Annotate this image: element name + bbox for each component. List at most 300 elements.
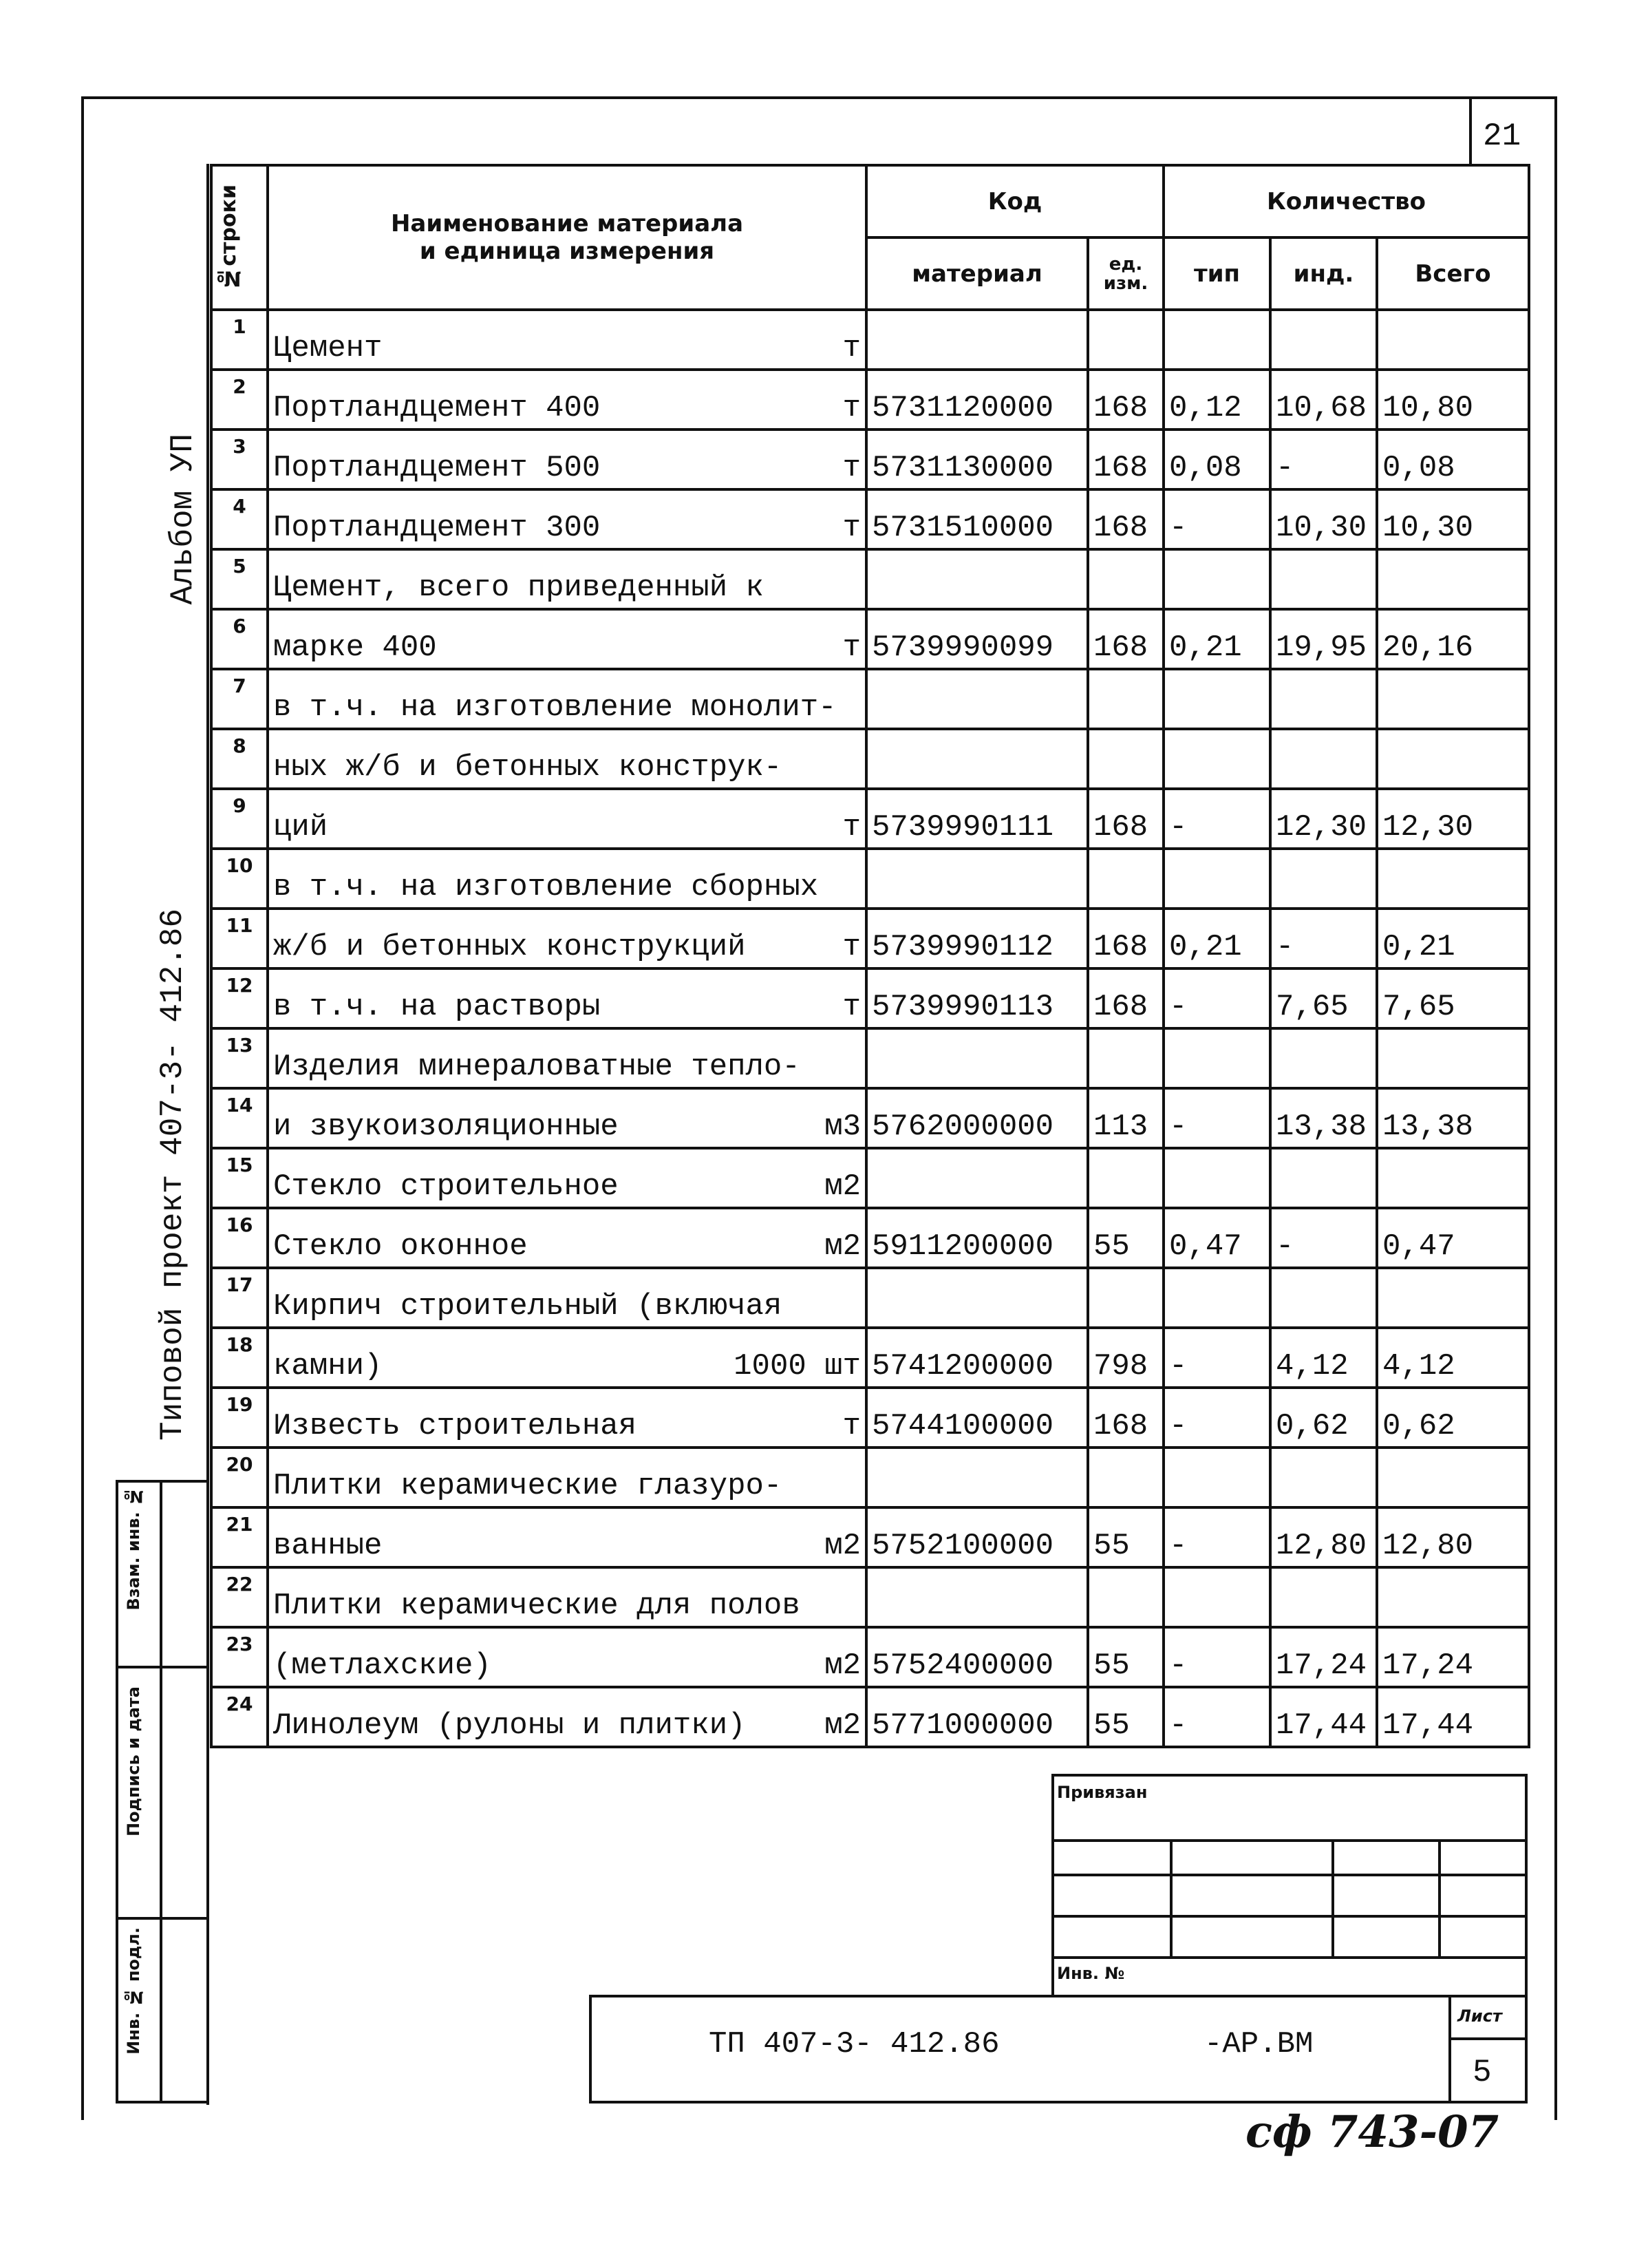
tb-h2 xyxy=(1051,1874,1528,1876)
material-name-wrap xyxy=(273,331,861,365)
qty-total: 13,38 xyxy=(1377,1088,1529,1148)
material-unit: т xyxy=(842,511,861,545)
row-number: 13 xyxy=(211,1028,268,1088)
material-name-wrap xyxy=(273,1110,861,1144)
qty-typ xyxy=(1164,1148,1270,1208)
material-name-wrap xyxy=(273,990,861,1024)
table-row xyxy=(211,1028,1529,1088)
unit-code: 168 xyxy=(1088,489,1164,549)
frame-left xyxy=(81,96,84,2120)
qty-ind: 10,30 xyxy=(1270,489,1377,549)
material-unit: т xyxy=(842,451,861,485)
material-name-cell xyxy=(268,849,866,909)
material-name-cell xyxy=(268,370,866,430)
material-name-wrap xyxy=(273,1469,861,1503)
row-number: 6 xyxy=(211,609,268,669)
qty-ind: 19,95 xyxy=(1270,609,1377,669)
unit-code: 55 xyxy=(1088,1627,1164,1687)
stamp-bottom xyxy=(116,2101,209,2103)
material-code xyxy=(866,669,1088,729)
stamp-left xyxy=(116,1480,118,2103)
doc-suffix: -АР.ВМ xyxy=(1204,2027,1314,2062)
qty-total xyxy=(1377,729,1529,789)
qty-total: 0,62 xyxy=(1377,1388,1529,1448)
header-total: Всего xyxy=(1377,237,1529,310)
material-name-cell xyxy=(268,609,866,669)
material-unit: т xyxy=(842,391,861,425)
qty-typ xyxy=(1164,1268,1270,1328)
unit-code: 168 xyxy=(1088,609,1164,669)
unit-code xyxy=(1088,849,1164,909)
table-row xyxy=(211,1627,1529,1687)
materials-table xyxy=(210,164,1530,1748)
qty-ind xyxy=(1270,1028,1377,1088)
material-name-wrap xyxy=(273,810,861,845)
material-unit: т xyxy=(842,630,861,665)
qty-ind xyxy=(1270,1268,1377,1328)
material-name: Линолеум (рулоны и плитки) xyxy=(273,1708,746,1743)
qty-typ xyxy=(1164,1028,1270,1088)
row-number: 11 xyxy=(211,909,268,968)
sheet-divider-h xyxy=(1448,2037,1528,2040)
qty-ind: 17,24 xyxy=(1270,1627,1377,1687)
material-name-cell xyxy=(268,430,866,489)
material-unit: м2 xyxy=(824,1169,861,1204)
material-code xyxy=(866,1268,1088,1328)
qty-typ: - xyxy=(1164,1388,1270,1448)
tb-h3 xyxy=(1051,1915,1528,1918)
unit-code: 55 xyxy=(1088,1208,1164,1268)
sheet-number: 5 xyxy=(1473,2055,1492,2090)
table-row xyxy=(211,1088,1529,1148)
unit-code: 168 xyxy=(1088,1388,1164,1448)
table-row xyxy=(211,1388,1529,1448)
table-row xyxy=(211,968,1529,1028)
header-name-line2: и единица измерения xyxy=(419,237,715,265)
qty-typ xyxy=(1164,310,1270,370)
table-row xyxy=(211,370,1529,430)
material-name-cell xyxy=(268,1148,866,1208)
privyazan-label: Привязан xyxy=(1057,1783,1148,1802)
qty-ind: 12,30 xyxy=(1270,789,1377,849)
material-name-wrap xyxy=(273,511,861,545)
unit-code: 113 xyxy=(1088,1088,1164,1148)
qty-typ xyxy=(1164,849,1270,909)
unit-code: 168 xyxy=(1088,370,1164,430)
header-row-no xyxy=(211,165,268,310)
unit-code xyxy=(1088,1148,1164,1208)
header-code: Код xyxy=(866,165,1164,237)
material-name-wrap xyxy=(273,1289,861,1324)
qty-total: 4,12 xyxy=(1377,1328,1529,1388)
qty-typ: - xyxy=(1164,1328,1270,1388)
material-name: Цемент xyxy=(273,331,383,365)
qty-total xyxy=(1377,669,1529,729)
material-name-cell xyxy=(268,1268,866,1328)
row-number: 17 xyxy=(211,1268,268,1328)
qty-ind: 13,38 xyxy=(1270,1088,1377,1148)
album-label: Альбом УП xyxy=(165,434,201,605)
row-number: 14 xyxy=(211,1088,268,1148)
unit-code: 55 xyxy=(1088,1507,1164,1567)
unit-code: 55 xyxy=(1088,1687,1164,1747)
qty-ind: 10,68 xyxy=(1270,370,1377,430)
tb-h4 xyxy=(1051,1956,1528,1959)
table-row xyxy=(211,1567,1529,1627)
material-code: 5744100000 xyxy=(866,1388,1088,1448)
material-unit: т xyxy=(842,1409,861,1443)
material-name-cell xyxy=(268,1448,866,1507)
material-name: Изделия минераловатные тепло- xyxy=(273,1050,800,1084)
tb-h1 xyxy=(1051,1839,1528,1842)
qty-total xyxy=(1377,1028,1529,1088)
stamp-div2 xyxy=(116,1917,209,1920)
material-unit: м3 xyxy=(824,1110,861,1144)
qty-total: 10,80 xyxy=(1377,370,1529,430)
material-name-wrap xyxy=(273,1589,861,1623)
material-name-cell xyxy=(268,789,866,849)
material-code xyxy=(866,849,1088,909)
material-name-wrap xyxy=(273,1708,861,1743)
header-unit: ед. изм. xyxy=(1088,237,1164,310)
material-name: Стекло строительное xyxy=(273,1169,619,1204)
row-number: 20 xyxy=(211,1448,268,1507)
header-name-line1: Наименование материала xyxy=(390,210,744,237)
stamp-vzam: Взам. инв. № xyxy=(124,1487,143,1611)
material-name-wrap xyxy=(273,1349,861,1384)
material-name: марке 400 xyxy=(273,630,437,665)
qty-total: 0,47 xyxy=(1377,1208,1529,1268)
qty-total xyxy=(1377,1567,1529,1627)
material-code xyxy=(866,1148,1088,1208)
qty-typ xyxy=(1164,729,1270,789)
material-code: 5739990099 xyxy=(866,609,1088,669)
table-row xyxy=(211,909,1529,968)
material-name-wrap xyxy=(273,451,861,485)
material-unit: т xyxy=(842,990,861,1024)
material-name: Цемент, всего приведенный к xyxy=(273,571,764,605)
row-number: 4 xyxy=(211,489,268,549)
table-row xyxy=(211,609,1529,669)
material-name: Известь строительная xyxy=(273,1409,637,1443)
qty-typ: - xyxy=(1164,489,1270,549)
qty-total xyxy=(1377,1448,1529,1507)
qty-total xyxy=(1377,849,1529,909)
material-unit: т xyxy=(842,810,861,845)
qty-ind xyxy=(1270,669,1377,729)
stamp-inv-podl: Инв. № подл. xyxy=(124,1927,143,2055)
material-unit: т xyxy=(842,930,861,964)
material-unit: м2 xyxy=(824,1649,861,1683)
material-code: 5741200000 xyxy=(866,1328,1088,1388)
material-name-cell xyxy=(268,489,866,549)
material-code: 5739990113 xyxy=(866,968,1088,1028)
row-number: 7 xyxy=(211,669,268,729)
qty-total: 12,80 xyxy=(1377,1507,1529,1567)
qty-total xyxy=(1377,310,1529,370)
material-name: ванные xyxy=(273,1529,383,1563)
material-name-wrap xyxy=(273,690,861,725)
material-name: в т.ч. на изготовление сборных xyxy=(273,870,819,904)
stamp-div1 xyxy=(116,1666,209,1668)
handwritten-note: сф 743-07 xyxy=(1245,2106,1499,2158)
project-label: Типовой проект 407-3- 412.86 xyxy=(155,909,191,1441)
row-number: 19 xyxy=(211,1388,268,1448)
qty-ind xyxy=(1270,549,1377,609)
material-unit: 1000 шт xyxy=(734,1349,861,1384)
tb-v2 xyxy=(1331,1839,1334,1959)
material-code: 5752400000 xyxy=(866,1627,1088,1687)
unit-code xyxy=(1088,669,1164,729)
material-unit: т xyxy=(842,331,861,365)
material-name-cell xyxy=(268,968,866,1028)
material-code: 5731130000 xyxy=(866,430,1088,489)
inv-no-label: Инв. № xyxy=(1057,1964,1125,1983)
material-name-cell xyxy=(268,1328,866,1388)
table-row xyxy=(211,1148,1529,1208)
qty-typ: - xyxy=(1164,1507,1270,1567)
sheet-label: Лист xyxy=(1457,2006,1502,2026)
material-name-cell xyxy=(268,1507,866,1567)
material-name: камни) xyxy=(273,1349,383,1384)
material-name: в т.ч. на растворы xyxy=(273,990,601,1024)
material-name-cell xyxy=(268,1088,866,1148)
material-code xyxy=(866,729,1088,789)
table-row xyxy=(211,1268,1529,1328)
table-row xyxy=(211,549,1529,609)
row-number: 21 xyxy=(211,1507,268,1567)
material-name-cell xyxy=(268,1567,866,1627)
qty-ind: 12,80 xyxy=(1270,1507,1377,1567)
material-code: 5739990111 xyxy=(866,789,1088,849)
qty-total: 0,08 xyxy=(1377,430,1529,489)
material-name: в т.ч. на изготовление монолит- xyxy=(273,690,837,725)
qty-typ: - xyxy=(1164,1627,1270,1687)
row-number: 23 xyxy=(211,1627,268,1687)
material-code xyxy=(866,310,1088,370)
material-name-wrap xyxy=(273,750,861,785)
material-code: 5762000000 xyxy=(866,1088,1088,1148)
material-name-cell xyxy=(268,1208,866,1268)
material-name: Портландцемент 400 xyxy=(273,391,601,425)
header-ind: инд. xyxy=(1270,237,1377,310)
row-number: 16 xyxy=(211,1208,268,1268)
tb-v1 xyxy=(1170,1839,1173,1959)
qty-total xyxy=(1377,1268,1529,1328)
qty-typ: 0,21 xyxy=(1164,609,1270,669)
qty-typ xyxy=(1164,669,1270,729)
unit-code xyxy=(1088,1268,1164,1328)
material-name-wrap xyxy=(273,391,861,425)
material-unit: м2 xyxy=(824,1229,861,1264)
qty-ind xyxy=(1270,1148,1377,1208)
unit-code xyxy=(1088,729,1164,789)
material-unit: м2 xyxy=(824,1708,861,1743)
material-name: (метлахские) xyxy=(273,1649,491,1683)
material-code: 5731120000 xyxy=(866,370,1088,430)
table-row xyxy=(211,729,1529,789)
material-name-wrap xyxy=(273,1649,861,1683)
material-unit: м2 xyxy=(824,1529,861,1563)
unit-code xyxy=(1088,1567,1164,1627)
material-name: ных ж/б и бетонных конструк- xyxy=(273,750,782,785)
material-name-wrap xyxy=(273,630,861,665)
material-name: Стекло оконное xyxy=(273,1229,528,1264)
material-name-cell xyxy=(268,669,866,729)
qty-ind: 17,44 xyxy=(1270,1687,1377,1747)
row-number: 2 xyxy=(211,370,268,430)
header-typ: тип xyxy=(1164,237,1270,310)
material-name: Портландцемент 300 xyxy=(273,511,601,545)
qty-total: 20,16 xyxy=(1377,609,1529,669)
unit-code: 168 xyxy=(1088,430,1164,489)
material-name: Плитки керамические глазуро- xyxy=(273,1469,782,1503)
material-name-wrap xyxy=(273,1050,861,1084)
qty-total: 17,24 xyxy=(1377,1627,1529,1687)
table-row xyxy=(211,1208,1529,1268)
row-number: 24 xyxy=(211,1687,268,1747)
row-number: 8 xyxy=(211,729,268,789)
sheet-divider-v xyxy=(1448,1995,1451,2103)
qty-total: 17,44 xyxy=(1377,1687,1529,1747)
material-name-cell xyxy=(268,310,866,370)
material-name-wrap xyxy=(273,1409,861,1443)
material-name-wrap xyxy=(273,1529,861,1563)
qty-total xyxy=(1377,549,1529,609)
material-code: 5752100000 xyxy=(866,1507,1088,1567)
table-row xyxy=(211,1687,1529,1747)
qty-ind: 0,62 xyxy=(1270,1388,1377,1448)
stamp-podpis: Подпись и дата xyxy=(124,1686,143,1836)
qty-typ: 0,47 xyxy=(1164,1208,1270,1268)
unit-code xyxy=(1088,1448,1164,1507)
material-code xyxy=(866,1567,1088,1627)
page-number: 21 xyxy=(1483,118,1521,154)
material-name: Портландцемент 500 xyxy=(273,451,601,485)
qty-typ: - xyxy=(1164,789,1270,849)
qty-typ xyxy=(1164,549,1270,609)
unit-code xyxy=(1088,1028,1164,1088)
unit-code: 798 xyxy=(1088,1328,1164,1388)
qty-ind: - xyxy=(1270,1208,1377,1268)
material-name: ций xyxy=(273,810,328,845)
table-row xyxy=(211,1507,1529,1567)
qty-ind xyxy=(1270,1567,1377,1627)
material-code xyxy=(866,1448,1088,1507)
inner-left xyxy=(206,164,209,2105)
row-number: 5 xyxy=(211,549,268,609)
material-name-wrap xyxy=(273,870,861,904)
row-number: 22 xyxy=(211,1567,268,1627)
frame-top xyxy=(81,96,1557,99)
unit-code: 168 xyxy=(1088,968,1164,1028)
row-number: 1 xyxy=(211,310,268,370)
material-name-cell xyxy=(268,1028,866,1088)
material-code: 5771000000 xyxy=(866,1687,1088,1747)
unit-code xyxy=(1088,549,1164,609)
material-name-cell xyxy=(268,1687,866,1747)
qty-ind: 4,12 xyxy=(1270,1328,1377,1388)
material-code xyxy=(866,1028,1088,1088)
material-code: 5731510000 xyxy=(866,489,1088,549)
row-number: 12 xyxy=(211,968,268,1028)
row-number: 18 xyxy=(211,1328,268,1388)
row-number: 15 xyxy=(211,1148,268,1208)
table-row xyxy=(211,1448,1529,1507)
qty-total: 0,21 xyxy=(1377,909,1529,968)
qty-typ xyxy=(1164,1448,1270,1507)
qty-typ: 0,12 xyxy=(1164,370,1270,430)
header-quantity: Количество xyxy=(1164,165,1529,237)
material-name: Плитки керамические для полов xyxy=(273,1589,800,1623)
qty-typ: - xyxy=(1164,1088,1270,1148)
material-name-cell xyxy=(268,1627,866,1687)
unit-code: 168 xyxy=(1088,789,1164,849)
header-row-no-label: №строки xyxy=(217,184,241,290)
qty-typ xyxy=(1164,1567,1270,1627)
table-row xyxy=(211,849,1529,909)
unit-code: 168 xyxy=(1088,909,1164,968)
material-name-cell xyxy=(268,909,866,968)
material-code xyxy=(866,549,1088,609)
qty-ind xyxy=(1270,729,1377,789)
material-name-cell xyxy=(268,729,866,789)
stamp-top xyxy=(116,1480,209,1483)
material-code: 5739990112 xyxy=(866,909,1088,968)
material-name-wrap xyxy=(273,930,861,964)
material-name-cell xyxy=(268,1388,866,1448)
qty-ind xyxy=(1270,849,1377,909)
unit-code xyxy=(1088,310,1164,370)
table-row xyxy=(211,310,1529,370)
tb-v3 xyxy=(1438,1839,1441,1959)
material-name-cell xyxy=(268,549,866,609)
row-number: 3 xyxy=(211,430,268,489)
row-number: 9 xyxy=(211,789,268,849)
qty-ind xyxy=(1270,1448,1377,1507)
qty-ind: - xyxy=(1270,430,1377,489)
qty-typ: 0,21 xyxy=(1164,909,1270,968)
frame-right xyxy=(1554,96,1557,2120)
qty-ind xyxy=(1270,310,1377,370)
material-name-wrap xyxy=(273,1169,861,1204)
material-name: и звукоизоляционные xyxy=(273,1110,619,1144)
table-row xyxy=(211,669,1529,729)
header-material: материал xyxy=(866,237,1088,310)
qty-total: 7,65 xyxy=(1377,968,1529,1028)
qty-total: 12,30 xyxy=(1377,789,1529,849)
header-name xyxy=(268,165,866,310)
doc-code: ТП 407-3- 412.86 xyxy=(709,2027,1000,2062)
table-row xyxy=(211,789,1529,849)
qty-ind: - xyxy=(1270,909,1377,968)
material-name-wrap xyxy=(273,571,861,605)
qty-total: 10,30 xyxy=(1377,489,1529,549)
qty-typ: 0,08 xyxy=(1164,430,1270,489)
page-number-divider xyxy=(1469,96,1472,165)
qty-typ: - xyxy=(1164,1687,1270,1747)
material-name: Кирпич строительный (включая xyxy=(273,1289,782,1324)
material-name: ж/б и бетонных конструкций xyxy=(273,930,746,964)
qty-total xyxy=(1377,1148,1529,1208)
material-name-wrap xyxy=(273,1229,861,1264)
stamp-right xyxy=(160,1480,162,2103)
table-row xyxy=(211,430,1529,489)
qty-typ: - xyxy=(1164,968,1270,1028)
material-code: 5911200000 xyxy=(866,1208,1088,1268)
row-number: 10 xyxy=(211,849,268,909)
qty-ind: 7,65 xyxy=(1270,968,1377,1028)
